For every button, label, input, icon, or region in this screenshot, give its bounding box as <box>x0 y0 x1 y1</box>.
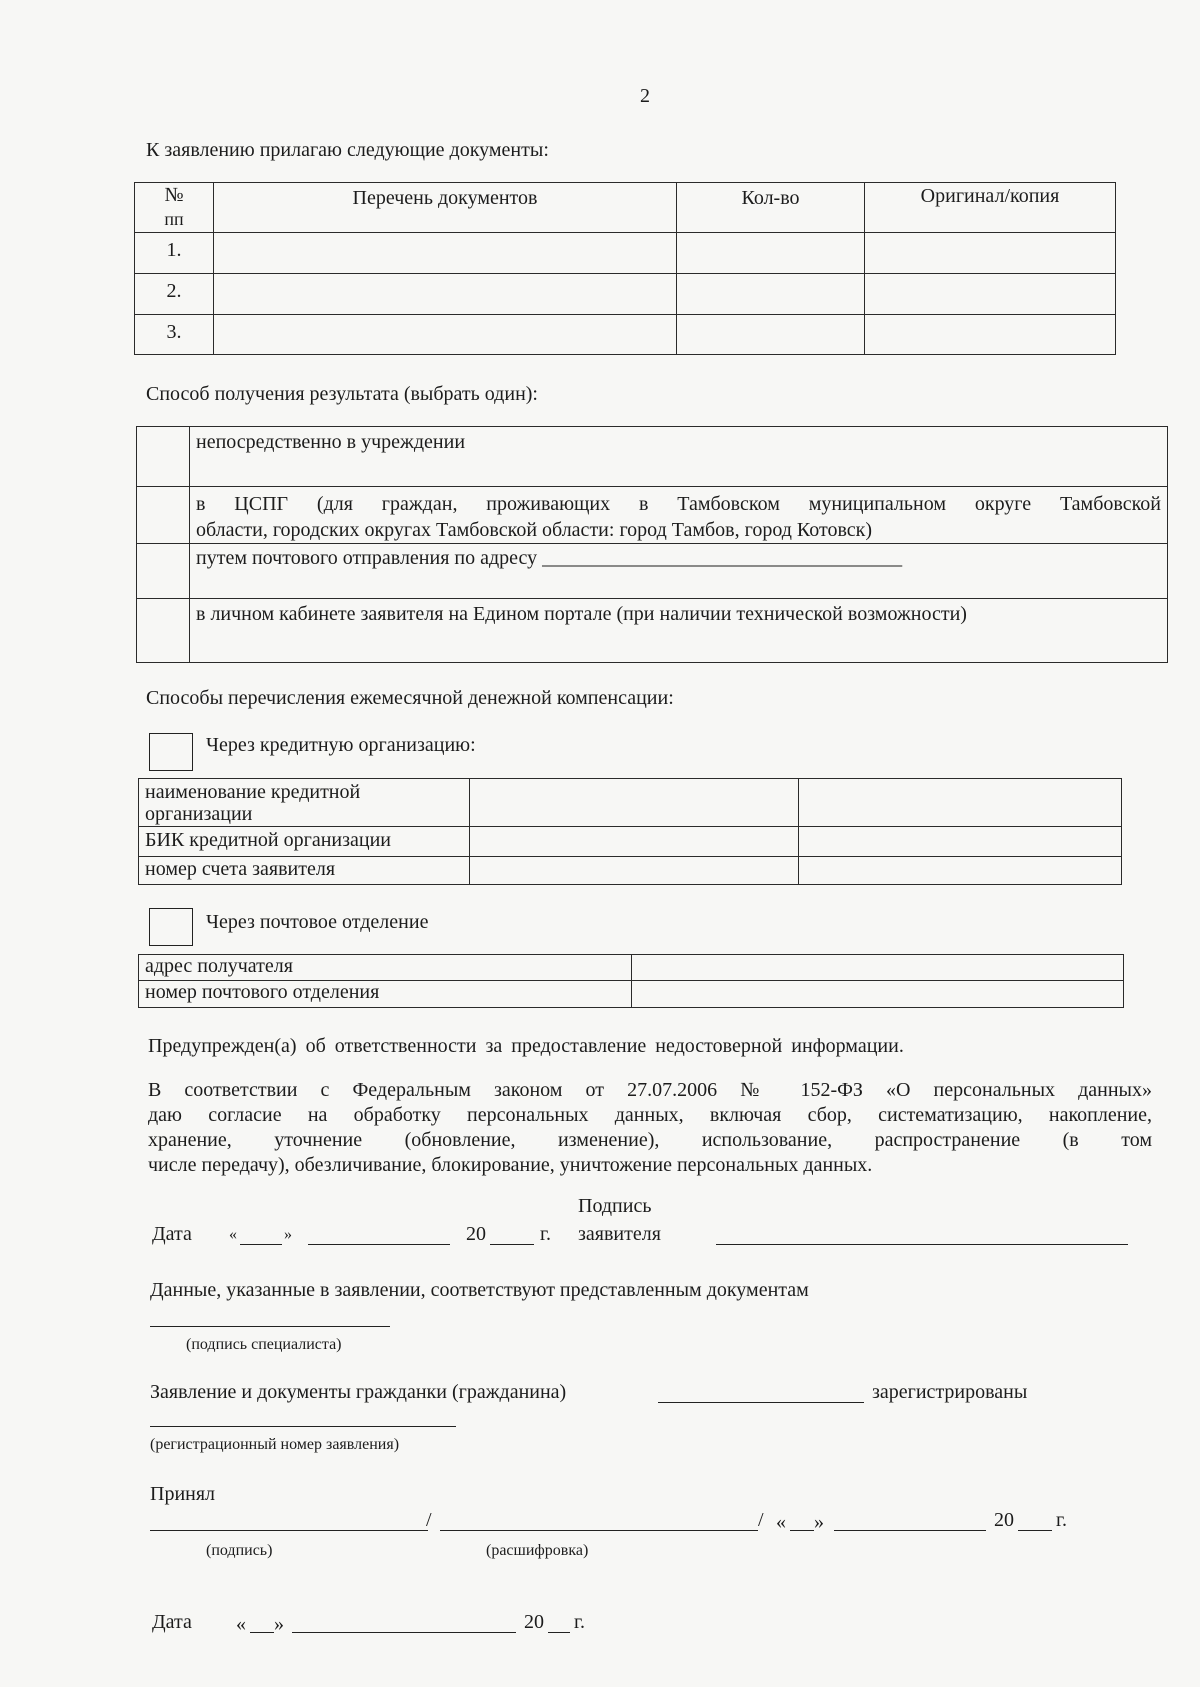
accepted-year-field[interactable] <box>1018 1530 1052 1531</box>
registration-text-after: зарегистрированы <box>872 1381 1028 1403</box>
attachments-table <box>134 182 1116 355</box>
final-year-field[interactable] <box>548 1632 570 1633</box>
signature-caption-line2: заявителя <box>578 1223 661 1245</box>
header-qty: Кол-во <box>677 183 865 233</box>
year-prefix: 20 <box>466 1223 486 1245</box>
table-row <box>135 274 1116 315</box>
year-suffix: г. <box>540 1223 551 1245</box>
post-row-label: адрес получателя <box>139 955 632 981</box>
receipt-checkbox-cell[interactable] <box>137 599 190 663</box>
consent-line: числе передачу), обезличивание, блокирование, уничтожение персональных данных. <box>148 1154 873 1176</box>
final-quote-open: « <box>236 1613 246 1635</box>
consent-line: хранение, уточнение (обновление, изменение), использование, распространение (в том <box>148 1129 1152 1151</box>
specialist-caption: (подпись специалиста) <box>186 1336 342 1353</box>
quote-open: « <box>229 1226 237 1243</box>
row-num: 2. <box>135 274 214 315</box>
receipt-option <box>137 544 1168 599</box>
receipt-option-line: непосредственно в учреждении <box>196 431 466 453</box>
consent-paragraph <box>148 1078 1152 1178</box>
warning-text: Предупрежден(а) об ответственности за предоставление недостоверной информации. <box>148 1035 904 1057</box>
bank-row-label-line: организации <box>145 803 253 825</box>
compensation-heading: Способы перечисления ежемесячной денежной компенсации: <box>146 687 674 709</box>
post-checkbox[interactable] <box>149 908 193 946</box>
bank-row-label <box>139 779 470 827</box>
receipt-option-text <box>190 487 1168 544</box>
registration-number-field[interactable] <box>150 1426 456 1427</box>
bank-value-cell[interactable] <box>470 779 799 827</box>
table-row <box>139 827 1122 857</box>
header-list: Перечень документов <box>214 183 677 233</box>
post-table <box>138 954 1124 1008</box>
bank-value-cell[interactable] <box>470 827 799 857</box>
final-quote-close: » <box>274 1613 284 1635</box>
month-field[interactable] <box>308 1244 450 1245</box>
receipt-option-line: путем почтового отправления по адресу ____________________________________ <box>196 547 903 569</box>
receipt-checkbox-cell[interactable] <box>137 487 190 544</box>
table-row <box>139 857 1122 885</box>
doc-orig-cell[interactable] <box>865 274 1116 315</box>
bank-value-cell[interactable] <box>799 857 1122 885</box>
accepted-slash-2: / <box>758 1509 764 1531</box>
accepted-quote-close: » <box>814 1511 824 1533</box>
registration-text-before: Заявление и документы гражданки (гражданина) <box>150 1381 567 1403</box>
receipt-option <box>137 487 1168 544</box>
receipt-option-line: области, городских округах Тамбовской области: город Тамбов, город Котовск) <box>196 519 873 541</box>
bank-row-label: номер счета заявителя <box>139 857 470 885</box>
header-orig: Оригинал/копия <box>865 183 1116 233</box>
post-label: Через почтовое отделение <box>206 911 429 933</box>
receipt-option-line: в личном кабинете заявителя на Едином портале (при наличии технической возможности) <box>196 603 967 625</box>
page-number: 2 <box>640 85 650 107</box>
verification-text: Данные, указанные в заявлении, соответствуют представленным документам <box>150 1279 809 1301</box>
receipt-heading: Способ получения результата (выбрать один): <box>146 383 538 405</box>
consent-line: В соответствии с Федеральным законом от 27.07.2006 № 152-ФЗ «О персональных данных» <box>148 1079 1152 1101</box>
doc-name-cell[interactable] <box>214 315 677 355</box>
receipt-option-text <box>190 427 1168 487</box>
accepted-month-field[interactable] <box>834 1530 986 1531</box>
header-num-symbol: № <box>164 184 184 206</box>
receipt-option-text <box>190 544 1168 599</box>
accepted-year-suffix: г. <box>1056 1509 1067 1531</box>
accepted-decode-caption: (расшифровка) <box>486 1542 589 1559</box>
doc-qty-cell[interactable] <box>677 274 865 315</box>
table-row <box>139 779 1122 827</box>
post-value-cell[interactable] <box>632 981 1124 1008</box>
doc-name-cell[interactable] <box>214 233 677 274</box>
doc-qty-cell[interactable] <box>677 315 865 355</box>
receipt-option <box>137 427 1168 487</box>
final-day-field[interactable] <box>250 1632 274 1633</box>
accepted-decode-field[interactable] <box>440 1530 758 1531</box>
citizen-name-field[interactable] <box>658 1402 864 1403</box>
header-num <box>135 183 214 233</box>
doc-name-cell[interactable] <box>214 274 677 315</box>
bank-row-label-line: наименование кредитной <box>145 781 361 803</box>
signature-caption-line1: Подпись <box>578 1195 652 1217</box>
year-field[interactable] <box>490 1244 534 1245</box>
receipt-table <box>136 426 1168 663</box>
receipt-checkbox-cell[interactable] <box>137 427 190 487</box>
accepted-signature-caption: (подпись) <box>206 1542 273 1559</box>
attachments-heading: К заявлению прилагаю следующие документы: <box>146 139 549 161</box>
post-row-label: номер почтового отделения <box>139 981 632 1008</box>
header-num-pp: пп <box>164 209 184 229</box>
receipt-option <box>137 599 1168 663</box>
table-row <box>139 955 1124 981</box>
bank-table <box>138 778 1122 885</box>
final-year-suffix: г. <box>574 1611 585 1633</box>
accepted-day-field[interactable] <box>790 1530 814 1531</box>
bank-checkbox[interactable] <box>149 733 193 771</box>
doc-qty-cell[interactable] <box>677 233 865 274</box>
date-label: Дата <box>152 1223 192 1245</box>
table-row <box>135 233 1116 274</box>
registration-caption: (регистрационный номер заявления) <box>150 1436 400 1453</box>
receipt-checkbox-cell[interactable] <box>137 544 190 599</box>
accepted-signature-field[interactable] <box>150 1530 428 1531</box>
row-num: 3. <box>135 315 214 355</box>
bank-value-cell[interactable] <box>799 827 1122 857</box>
bank-label: Через кредитную организацию: <box>206 734 476 756</box>
quote-close: » <box>284 1226 292 1243</box>
bank-value-cell[interactable] <box>470 857 799 885</box>
receipt-option-text <box>190 599 1168 663</box>
specialist-signature-field[interactable] <box>150 1326 390 1327</box>
table-row <box>139 981 1124 1008</box>
consent-line: даю согласие на обработку персональных данных, включая сбор, систематизацию, накопление, <box>148 1104 1152 1126</box>
row-num: 1. <box>135 233 214 274</box>
day-field[interactable] <box>240 1244 282 1245</box>
accepted-year-prefix: 20 <box>994 1509 1014 1531</box>
accepted-label: Принял <box>150 1483 216 1505</box>
post-value-cell[interactable] <box>632 955 1124 981</box>
doc-orig-cell[interactable] <box>865 233 1116 274</box>
bank-row-label: БИК кредитной организации <box>139 827 470 857</box>
doc-orig-cell[interactable] <box>865 315 1116 355</box>
receipt-option-line: в ЦСПГ (для граждан, проживающих в Тамбовском муниципальном округе Тамбовской <box>196 493 1161 515</box>
accepted-slash-1: / <box>426 1509 432 1531</box>
bank-value-cell[interactable] <box>799 779 1122 827</box>
final-month-field[interactable] <box>292 1632 516 1633</box>
final-date-label: Дата <box>152 1611 192 1633</box>
accepted-quote-open: « <box>776 1511 786 1533</box>
applicant-signature-field[interactable] <box>716 1244 1128 1245</box>
final-year-prefix: 20 <box>524 1611 544 1633</box>
table-row <box>135 315 1116 355</box>
